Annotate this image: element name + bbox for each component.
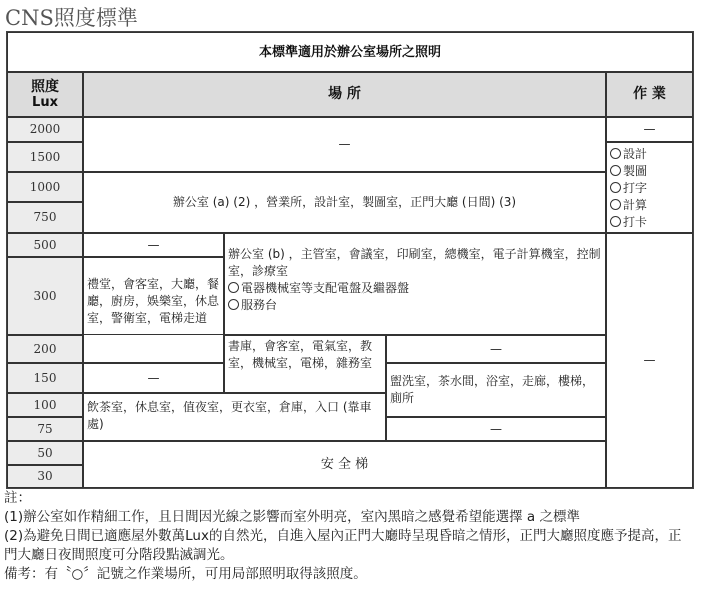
circle-mark-icon [610, 148, 621, 159]
work-items-cell [606, 142, 693, 233]
lux-1000: 1000 [7, 172, 83, 202]
work-item: 打字 [610, 180, 689, 197]
place-header: 場 所 [83, 72, 606, 117]
circle-mark-icon [228, 282, 239, 293]
lux-750: 750 [7, 202, 83, 233]
note-2: (2)為避免日間已適應屋外數萬Lux的自然光，自進入屋內正門大廳時呈現昏暗之情形，正門大廳照度應予提高，正門大廳日夜間照度可分階段點滅調光。 [4, 528, 682, 563]
office-b-cell [224, 233, 606, 335]
lux-500: 500 [7, 233, 83, 257]
lux-header-line1: 照度 [31, 78, 59, 95]
lux-header [7, 72, 83, 117]
place-dash-200: — [386, 335, 606, 363]
lux-150: 150 [7, 363, 83, 393]
office-b-item: 服務台 [228, 297, 602, 314]
remark: 備考：有〝○〞記號之作業場所，可用局部照明取得該照度。 [4, 566, 367, 582]
lux-75: 75 [7, 417, 83, 441]
work-item: 設計 [610, 146, 689, 163]
lux-100: 100 [7, 393, 83, 417]
place-dash-75: — [386, 417, 606, 441]
tea-cell: 飲茶室，休息室，值夜室，更衣室，倉庫，入口 (靠車處) [83, 393, 386, 441]
page-title: CNS照度標準 [5, 6, 138, 30]
hall-cell-extension [83, 335, 224, 363]
circle-mark-icon [610, 182, 621, 193]
circle-mark-icon [610, 216, 621, 227]
hall-cell: 禮堂，會客室，大廳，餐廳，廚房，娛樂室，休息室，警衛室，電梯走道 [83, 257, 224, 335]
place-dash-500: — [83, 233, 224, 257]
lux-30: 30 [7, 465, 83, 488]
note-1: (1)辦公室如作精細工作，且日間因光線之影響而室外明亮，室內黑暗之感覺希望能選擇 a 之標準 [4, 509, 580, 525]
work-item: 打卡 [610, 214, 689, 231]
illumination-table [6, 31, 694, 489]
place-dash-150: — [83, 363, 224, 393]
wash-cell: 盥洗室，茶水間，浴室，走廊，樓梯，廁所 [386, 363, 606, 417]
work-header: 作 業 [606, 72, 693, 117]
circle-mark-icon [610, 199, 621, 210]
notes [4, 489, 694, 584]
work-item: 製圖 [610, 163, 689, 180]
notes-label: 註： [4, 490, 31, 506]
lux-2000: 2000 [7, 117, 83, 142]
lux-200: 200 [7, 335, 83, 363]
storage-cell: 書庫，會客室，電氣室，教室，機械室，電梯，雜務室 [224, 335, 386, 393]
circle-mark-icon [610, 165, 621, 176]
lux-300: 300 [7, 257, 83, 335]
lux-50: 50 [7, 441, 83, 465]
table-caption: 本標準適用於辦公室場所之照明 [7, 32, 693, 72]
lux-1500: 1500 [7, 142, 83, 172]
work-item: 計算 [610, 197, 689, 214]
circle-mark-icon [228, 299, 239, 310]
place-dash-2000: — [83, 117, 606, 172]
lux-header-line2: Lux [32, 94, 58, 110]
work-dash-2000: — [606, 117, 693, 142]
stairs-cell: 安 全 梯 [83, 441, 606, 488]
office-b-item: 電器機械室等支配電盤及繼器盤 [228, 280, 602, 297]
office-a-cell: 辦公室 (a) (2) ，營業所，設計室，製圖室，正門大廳 (日間) (3) [83, 172, 606, 233]
work-dash-rest: — [606, 233, 693, 488]
office-b-text: 辦公室 (b) ，主管室，會議室，印刷室，總機室，電子計算機室，控制室，診療室 [228, 247, 601, 278]
